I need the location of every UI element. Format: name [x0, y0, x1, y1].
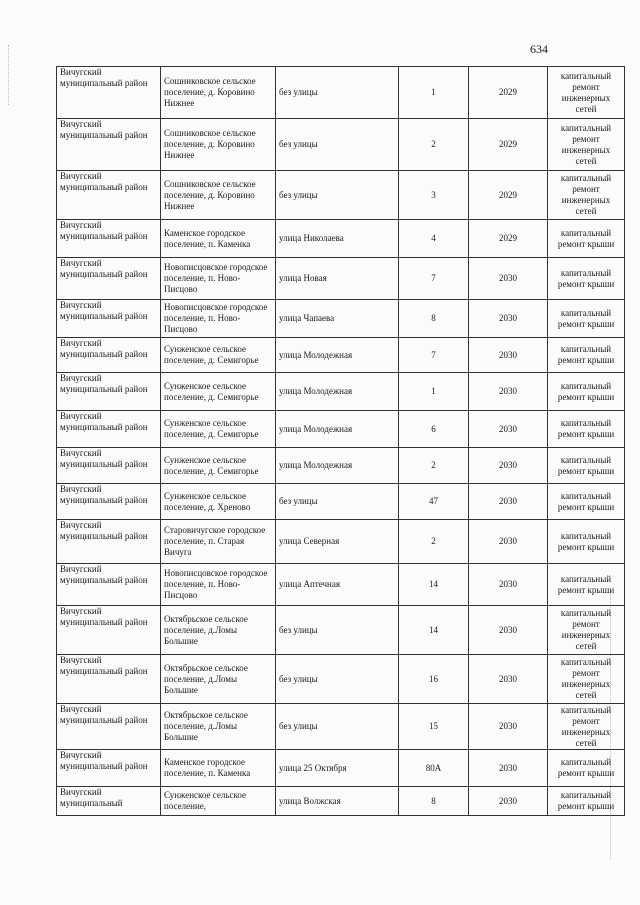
house-cell: 47 — [399, 484, 469, 520]
work-cell: капитальный ремонт крыши — [548, 258, 625, 300]
year-cell: 2030 — [469, 338, 548, 373]
table-row — [57, 300, 625, 338]
settlement-cell: Новописцовское городское поселение, п. Ново-Писцово — [161, 300, 276, 338]
work-cell: капитальный ремонт крыши — [548, 300, 625, 338]
table-row — [57, 606, 625, 655]
year-cell: 2030 — [469, 787, 548, 816]
settlement-cell: Сунженское сельское поселение, д. Семигорье — [161, 338, 276, 373]
year-cell: 2029 — [469, 220, 548, 258]
table-row — [57, 220, 625, 258]
house-cell: 80А — [399, 750, 469, 787]
street-cell: улица Молодежная — [276, 373, 399, 411]
street-cell: без улицы — [276, 655, 399, 704]
district-cell: Вичугский муниципальный район — [57, 119, 161, 171]
district-cell: Вичугский муниципальный район — [57, 606, 161, 655]
work-cell: капитальный ремонт крыши — [548, 787, 625, 816]
table-row — [57, 484, 625, 520]
street-cell: без улицы — [276, 67, 399, 119]
year-cell: 2030 — [469, 564, 548, 606]
house-cell: 16 — [399, 655, 469, 704]
year-cell: 2030 — [469, 448, 548, 484]
district-cell: Вичугский муниципальный район — [57, 484, 161, 520]
street-cell: улица Молодежная — [276, 448, 399, 484]
year-cell: 2029 — [469, 67, 548, 119]
street-cell: без улицы — [276, 606, 399, 655]
street-cell: без улицы — [276, 171, 399, 220]
street-cell: улица Волжская — [276, 787, 399, 816]
table-row — [57, 411, 625, 448]
street-cell: без улицы — [276, 119, 399, 171]
work-cell: капитальный ремонт крыши — [548, 564, 625, 606]
table-row — [57, 338, 625, 373]
work-cell: капитальный ремонт инженерных сетей — [548, 704, 625, 750]
scan-edge-marks — [8, 45, 19, 105]
table-row — [57, 704, 625, 750]
district-cell: Вичугский муниципальный район — [57, 373, 161, 411]
house-cell: 3 — [399, 171, 469, 220]
work-cell: капитальный ремонт инженерных сетей — [548, 606, 625, 655]
year-cell: 2029 — [469, 171, 548, 220]
settlement-cell: Новописцовское городское поселение, п. Ново-Писцово — [161, 258, 276, 300]
house-cell: 2 — [399, 520, 469, 564]
house-cell: 1 — [399, 67, 469, 119]
house-cell: 14 — [399, 564, 469, 606]
year-cell: 2030 — [469, 655, 548, 704]
work-cell: капитальный ремонт крыши — [548, 520, 625, 564]
year-cell: 2030 — [469, 411, 548, 448]
district-cell: Вичугский муниципальный район — [57, 300, 161, 338]
year-cell: 2029 — [469, 119, 548, 171]
page-number: 634 — [530, 42, 548, 56]
settlement-cell: Сунженское сельское поселение, д. Семигорье — [161, 411, 276, 448]
street-cell: улица Молодежная — [276, 338, 399, 373]
street-cell: улица Северная — [276, 520, 399, 564]
work-cell: капитальный ремонт крыши — [548, 750, 625, 787]
year-cell: 2030 — [469, 258, 548, 300]
street-cell: улица Молодежная — [276, 411, 399, 448]
district-cell: Вичугский муниципальный район — [57, 338, 161, 373]
street-cell: улица Николаева — [276, 220, 399, 258]
district-cell: Вичугский муниципальный район — [57, 411, 161, 448]
house-cell: 1 — [399, 373, 469, 411]
table-row — [57, 564, 625, 606]
settlement-cell: Каменское городское поселение, п. Каменка — [161, 220, 276, 258]
street-cell: улица Аптечная — [276, 564, 399, 606]
settlement-cell: Сошниковское сельское поселение, д. Коровино Нижнее — [161, 67, 276, 119]
house-cell: 7 — [399, 258, 469, 300]
work-cell: капитальный ремонт инженерных сетей — [548, 655, 625, 704]
table-row — [57, 171, 625, 220]
work-cell: капитальный ремонт крыши — [548, 411, 625, 448]
table-row — [57, 373, 625, 411]
settlement-cell: Октябрьское сельское поселение, д.Ломы Большие — [161, 606, 276, 655]
house-cell: 2 — [399, 448, 469, 484]
work-cell: капитальный ремонт инженерных сетей — [548, 119, 625, 171]
district-cell: Вичугский муниципальный район — [57, 448, 161, 484]
settlement-cell: Октябрьское сельское поселение, д.Ломы Большие — [161, 655, 276, 704]
work-cell: капитальный ремонт крыши — [548, 448, 625, 484]
house-cell: 7 — [399, 338, 469, 373]
work-cell: капитальный ремонт крыши — [548, 338, 625, 373]
work-cell: капитальный ремонт инженерных сетей — [548, 67, 625, 119]
table-row — [57, 448, 625, 484]
district-cell: Вичугский муниципальный район — [57, 171, 161, 220]
work-cell: капитальный ремонт крыши — [548, 373, 625, 411]
year-cell: 2030 — [469, 300, 548, 338]
district-cell: Вичугский муниципальный район — [57, 655, 161, 704]
settlement-cell: Октябрьское сельское поселение, д.Ломы Большие — [161, 704, 276, 750]
settlement-cell: Новописцовское городское поселение, п. Ново-Писцово — [161, 564, 276, 606]
settlement-cell: Каменское городское поселение, п. Каменка — [161, 750, 276, 787]
street-cell: без улицы — [276, 484, 399, 520]
house-cell: 15 — [399, 704, 469, 750]
street-cell: улица Новая — [276, 258, 399, 300]
year-cell: 2030 — [469, 484, 548, 520]
settlement-cell: Старовичугское городское поселение, п. Старая Вичуга — [161, 520, 276, 564]
settlement-cell: Сошниковское сельское поселение, д. Коровино Нижнее — [161, 119, 276, 171]
house-cell: 8 — [399, 787, 469, 816]
district-cell: Вичугский муниципальный район — [57, 220, 161, 258]
settlement-cell: Сунженское сельское поселение, д. Семигорье — [161, 448, 276, 484]
street-cell: улица Чапаева — [276, 300, 399, 338]
settlement-cell: Сунженское сельское поселение, д. Хреново — [161, 484, 276, 520]
table-row — [57, 119, 625, 171]
house-cell: 4 — [399, 220, 469, 258]
settlement-cell: Сунженское сельское поселение, — [161, 787, 276, 816]
district-cell: Вичугский муниципальный — [57, 787, 161, 816]
district-cell: Вичугский муниципальный район — [57, 750, 161, 787]
year-cell: 2030 — [469, 373, 548, 411]
year-cell: 2030 — [469, 704, 548, 750]
district-cell: Вичугский муниципальный район — [57, 67, 161, 119]
table-row — [57, 750, 625, 787]
house-cell: 8 — [399, 300, 469, 338]
district-cell: Вичугский муниципальный район — [57, 520, 161, 564]
work-cell: капитальный ремонт крыши — [548, 484, 625, 520]
year-cell: 2030 — [469, 520, 548, 564]
settlement-cell: Сунженское сельское поселение, д. Семигорье — [161, 373, 276, 411]
district-cell: Вичугский муниципальный район — [57, 704, 161, 750]
year-cell: 2030 — [469, 606, 548, 655]
settlement-cell: Сошниковское сельское поселение, д. Коровино Нижнее — [161, 171, 276, 220]
table-row — [57, 520, 625, 564]
house-cell: 2 — [399, 119, 469, 171]
housing-repair-table — [56, 66, 625, 816]
house-cell: 14 — [399, 606, 469, 655]
district-cell: Вичугский муниципальный район — [57, 564, 161, 606]
work-cell: капитальный ремонт инженерных сетей — [548, 171, 625, 220]
street-cell: улица 25 Октября — [276, 750, 399, 787]
district-cell: Вичугский муниципальный район — [57, 258, 161, 300]
table-row — [57, 258, 625, 300]
year-cell: 2030 — [469, 750, 548, 787]
table-row — [57, 67, 625, 119]
house-cell: 6 — [399, 411, 469, 448]
table-row — [57, 787, 625, 816]
street-cell: без улицы — [276, 704, 399, 750]
work-cell: капитальный ремонт крыши — [548, 220, 625, 258]
table-row — [57, 655, 625, 704]
